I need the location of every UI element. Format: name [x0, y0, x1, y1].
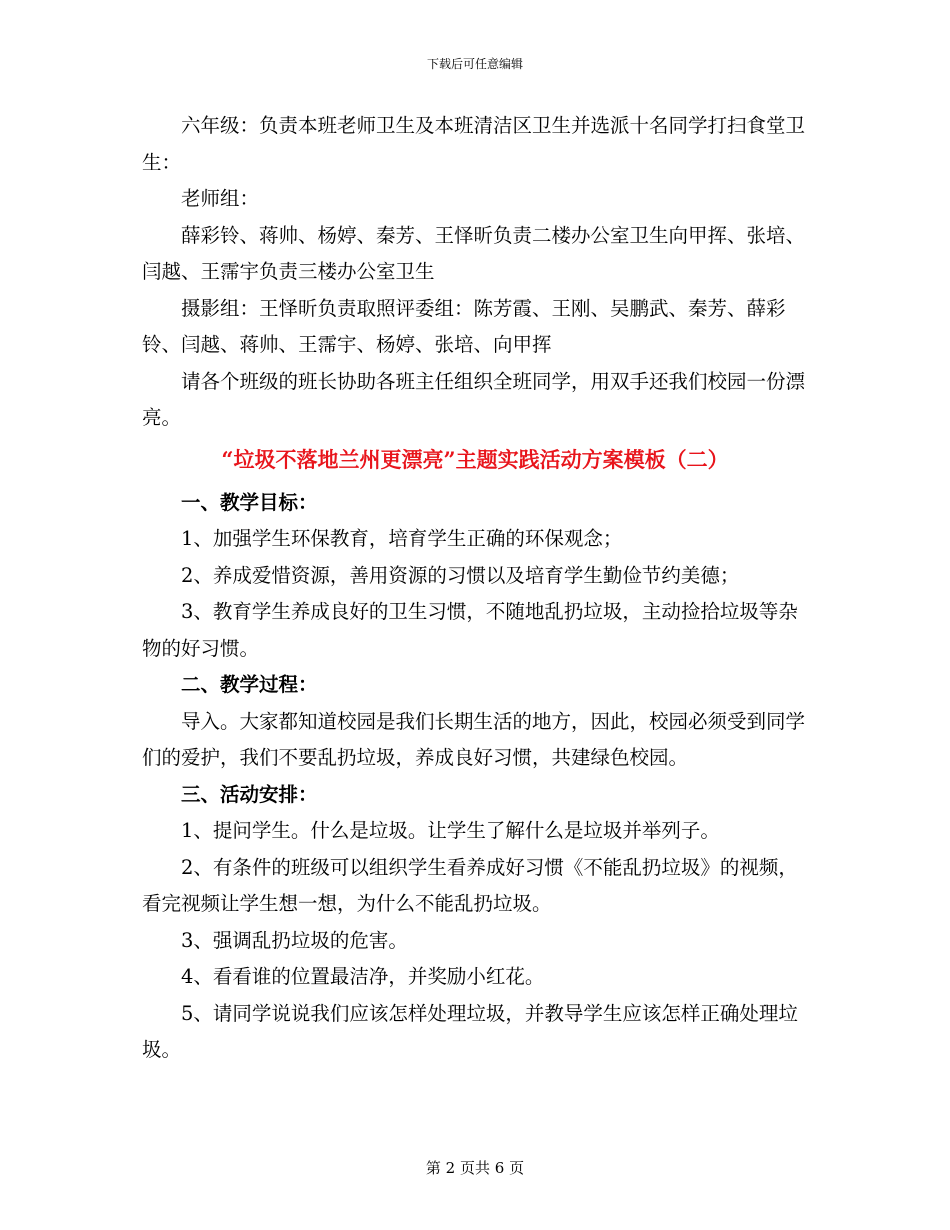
goal-item: 1、加强学生环保教育，培育学生正确的环保观念；	[181, 527, 623, 550]
paragraph-photo-group: 摄影组：王怿昕负责取照评委组：陈芳霞、王刚、吴鹏武、秦芳、薛彩铃、闫越、蒋帅、王霈宇、杨婷、张培、向甲挥	[142, 296, 786, 356]
paragraph-office-duty: 薛彩铃、蒋帅、杨婷、秦芳、王怿昕负责二楼办公室卫生向甲挥、张培、闫越、王霈宇负责三楼办公室卫生	[142, 223, 806, 283]
goal-item: 2、养成爱惜资源，善用资源的习惯以及培育学生勤俭节约美德；	[181, 563, 740, 587]
process-heading: 二、教学过程：	[181, 673, 318, 696]
goals-heading: 一、教学目标：	[181, 490, 318, 514]
process-text: 导入。大家都知道校园是我们长期生活的地方，因此，校园必须受到同学们的爱护，我们不要乱扔垃圾，养成良好习惯，共建绿色校园。	[142, 709, 806, 769]
activity-item: 4、看看谁的位置最洁净，并奖励小红花。	[181, 965, 545, 988]
goal-item: 3、教育学生养成良好的卫生习惯，不随地乱扔垃圾，主动捡拾垃圾等杂物的好习惯。	[142, 600, 798, 660]
page-header: 下载后可任意编辑	[426, 57, 523, 71]
paragraph-teacher-group: 老师组：	[181, 187, 260, 210]
section-title: “垃圾不落地兰州更漂亮”主题实践活动方案模板（二）	[221, 446, 729, 472]
activity-heading: 三、活动安排：	[181, 782, 318, 806]
paragraph-grade-six: 六年级：负责本班老师卫生及本班清洁区卫生并选派十名同学打扫食堂卫生：	[142, 114, 806, 174]
activity-item: 3、强调乱扔垃圾的危害。	[181, 928, 408, 952]
activity-item: 2、有条件的班级可以组织学生看养成好习惯《不能乱扔垃圾》的视频，看完视频让学生想一想，为什么不能乱扔垃圾。	[142, 855, 798, 915]
paragraph-closing: 请各个班级的班长协助各班主任组织全班同学，用双手还我们校园一份漂亮。	[142, 369, 806, 429]
activity-item: 1、提问学生。什么是垃圾。让学生了解什么是垃圾并举列子。	[181, 819, 720, 842]
page-footer: 第 2 页共 6 页	[425, 1159, 525, 1177]
document-body	[142, 108, 808, 1069]
activity-item: 5、请同学说说我们应该怎样处理垃圾，并教导学生应该怎样正确处理垃圾。	[142, 1001, 798, 1061]
